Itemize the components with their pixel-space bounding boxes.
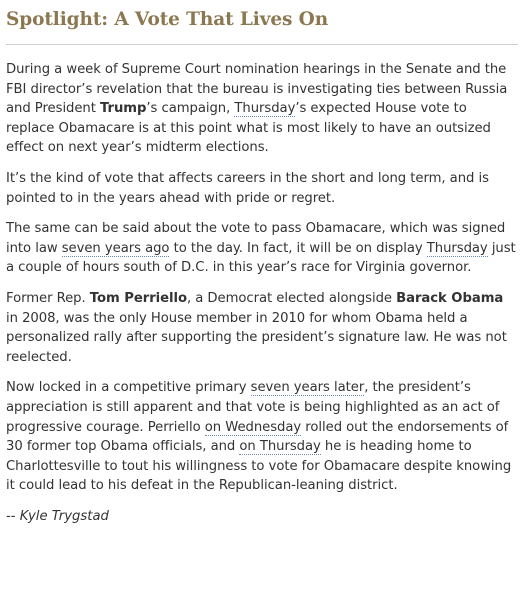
- paragraph-3: [6, 219, 518, 278]
- p3-text-3: just a couple of hours south of D.C. in this year’s race for Virginia governor.: [6, 240, 516, 276]
- p1-bold-trump: Trump: [100, 101, 147, 117]
- p3-date-thursday[interactable]: Thursday: [426, 240, 488, 256]
- paragraph-1: [6, 60, 518, 158]
- paragraph-4: [6, 289, 518, 367]
- p5-date-on-thursday[interactable]: on Thursday: [239, 439, 321, 455]
- p2-text-1: It’s the kind of vote that affects careers in the short and long term, and is pointed to in the years ahead with pride or regret.: [6, 170, 489, 206]
- p4-text-3: in 2008, was the only House member in 2010 for whom Obama held a personalized rally after supporting the president’s signature law. He was not reelected.: [6, 310, 507, 365]
- p3-text-1: The same can be said about the vote to pass Obamacare, which was signed into law: [6, 221, 506, 256]
- p4-text-2: , a Democrat elected alongside: [186, 290, 397, 306]
- p1-text-3: ’s expected House vote to replace Obamacare is at this point what is most likely to have an outsized effect on next year’s midterm elections.: [6, 101, 491, 156]
- p5-text-2: , the president’s appreciation is still apparent and that vote is being highlighted as an act of progressive courage. Perriello: [6, 380, 500, 435]
- p1-text-2: ’s campaign,: [146, 101, 235, 117]
- p5-text-1: Now locked in a competitive primary: [6, 380, 251, 396]
- p1-date-thursday[interactable]: Thursday: [234, 101, 296, 117]
- p3-date-seven-years-ago[interactable]: seven years ago: [61, 240, 170, 256]
- p4-bold-tom-perriello: Tom Perriello: [89, 290, 187, 306]
- article: [6, 8, 518, 527]
- article-headline: Spotlight: A Vote That Lives On: [6, 9, 329, 30]
- p5-date-seven-years-later[interactable]: seven years later: [250, 380, 365, 396]
- headline-divider: [6, 44, 518, 45]
- p1-text-1: During a week of Supreme Court nomination hearings in the Senate and the FBI director’s revelation that the bureau is investigating ties between Russia and President: [6, 62, 508, 117]
- p4-text-1: Former Rep.: [6, 290, 90, 306]
- paragraph-5: [6, 378, 518, 496]
- p3-text-2: to the day. In fact, it will be on display: [169, 240, 427, 256]
- p5-text-4: he is heading home to Charlottesville to tout his willingness to vote for Obamacare despite knowing it could lead to his defeat in the Republican-leaning district.: [6, 439, 512, 494]
- article-byline: -- Kyle Trygstad: [6, 508, 109, 524]
- p4-bold-barack-obama: Barack Obama: [396, 290, 504, 306]
- paragraph-2: [6, 169, 518, 208]
- p5-date-on-wednesday[interactable]: on Wednesday: [204, 419, 302, 435]
- p5-text-3: rolled out the endorsements of 30 former top Obama officials, and: [6, 419, 509, 455]
